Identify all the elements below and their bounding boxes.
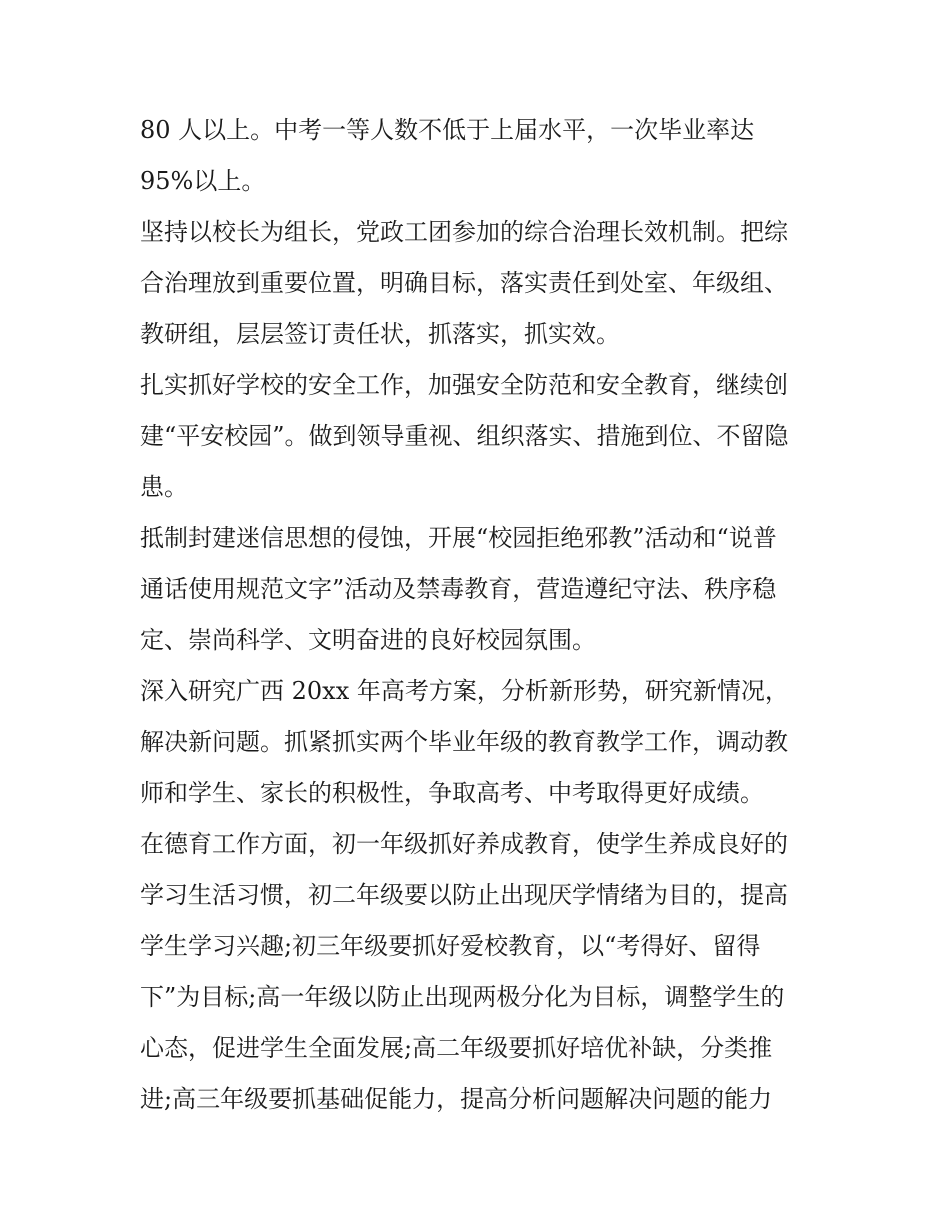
paragraph [140,207,830,360]
paragraph [140,105,830,207]
paragraph [140,360,830,513]
text-line: 学生学习兴趣;初三年级要抓好爱校教育，以“考得好、留得 [140,932,761,960]
text-line: 95%以上。 [140,167,266,195]
paragraph [140,513,830,666]
text-line: 患。 [140,473,188,501]
paragraph [140,819,830,1125]
text-line: 建“平安校园”。做到领导重视、组织落实、措施到位、不留隐 [140,422,789,450]
text-line: 80 人以上。中考一等人数不低于上届水平，一次毕业率达 [140,116,755,144]
text-line: 教研组，层层签订责任状，抓落实，抓实效。 [140,320,620,348]
text-line: 解决新问题。抓紧抓实两个毕业年级的教育教学工作，调动教 [140,728,788,756]
text-line: 进;高三年级要抓基础促能力，提高分析问题解决问题的能力 [140,1085,773,1113]
text-line: 通话使用规范文字”活动及禁毒教育，营造遵纪守法、秩序稳 [140,575,777,603]
document-body [140,105,830,1125]
text-line: 学习生活习惯，初二年级要以防止出现厌学情绪为目的，提高 [140,881,788,909]
text-line: 定、崇尚科学、文明奋进的良好校园氛围。 [140,626,596,654]
text-line: 在德育工作方面，初一年级抓好养成教育，使学生养成良好的 [140,830,788,858]
text-line: 深入研究广西 20xx 年高考方案，分析新形势，研究新情况， [140,677,789,705]
text-line: 下”为目标;高一年级以防止出现两极分化为目标，调整学生的 [140,983,785,1011]
text-line: 师和学生、家长的积极性，争取高考、中考取得更好成绩。 [140,779,764,807]
text-line: 坚持以校长为组长，党政工团参加的综合治理长效机制。把综 [140,218,788,246]
text-line: 扎实抓好学校的安全工作，加强安全防范和安全教育，继续创 [140,371,788,399]
text-line: 心态，促进学生全面发展;高二年级要抓好培优补缺，分类推 [140,1034,773,1062]
text-line: 抵制封建迷信思想的侵蚀，开展“校园拒绝邪教”活动和“说普 [140,524,777,552]
paragraph [140,666,830,819]
text-line: 合治理放到重要位置，明确目标，落实责任到处室、年级组、 [140,269,788,297]
